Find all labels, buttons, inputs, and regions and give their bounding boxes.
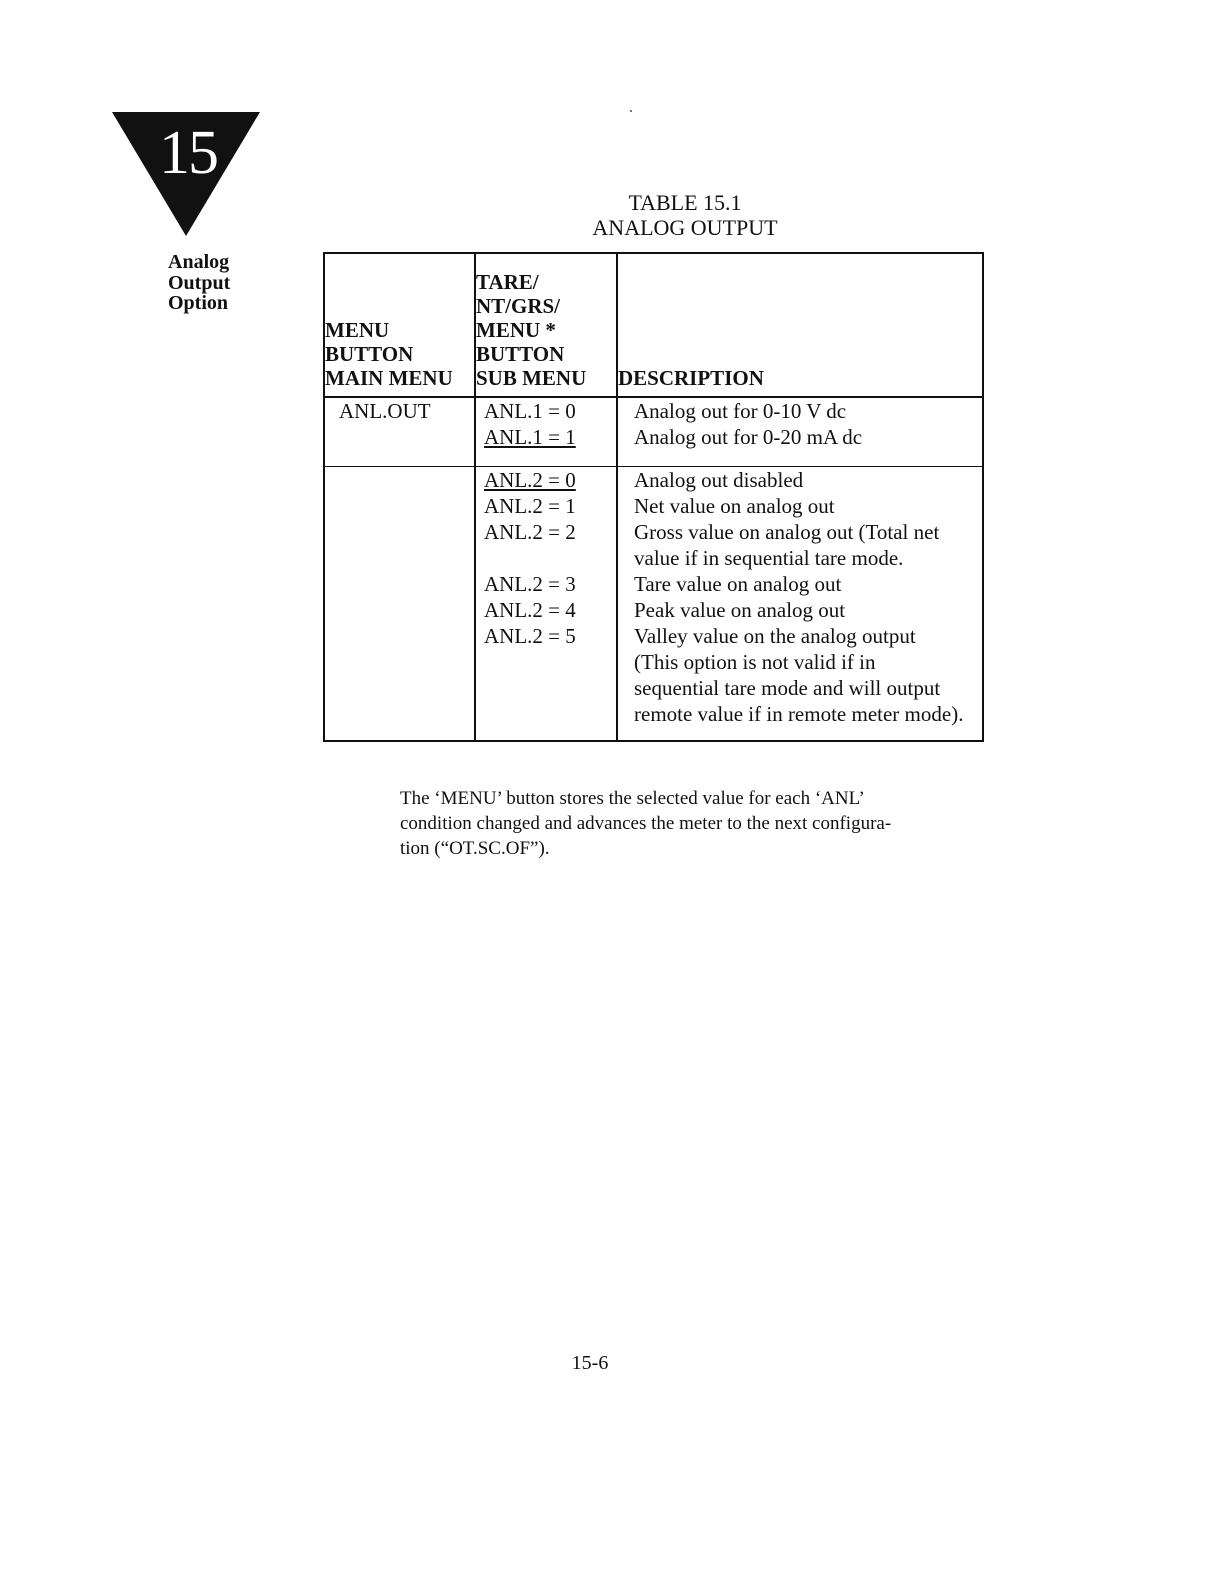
description-line: value if in sequential tare mode. bbox=[634, 546, 904, 570]
description-line: sequential tare mode and will output bbox=[634, 676, 941, 700]
sub-menu-option-default: ANL.2 = 0 bbox=[484, 468, 576, 492]
description-line: Analog out disabled bbox=[634, 468, 804, 492]
table-number: TABLE 15.1 bbox=[628, 190, 742, 215]
header-line: DESCRIPTION bbox=[618, 366, 764, 390]
table-title: ANALOG OUTPUT bbox=[592, 215, 778, 240]
note-line: condition changed and advances the meter to the next configura- bbox=[400, 813, 892, 834]
sub-menu-option: ANL.2 = 2 bbox=[484, 520, 576, 544]
description-line: Net value on analog out bbox=[634, 494, 835, 518]
scan-speck bbox=[630, 110, 632, 112]
analog-output-table bbox=[323, 252, 984, 742]
sub-menu-option: ANL.2 = 3 bbox=[484, 572, 576, 596]
main-menu-value bbox=[339, 467, 474, 493]
description-line: Peak value on analog out bbox=[634, 598, 846, 622]
table-row bbox=[324, 467, 983, 742]
sub-menu-option: ANL.1 = 0 bbox=[484, 399, 576, 423]
side-label-line: Output bbox=[168, 271, 231, 294]
sub-menu-option: ANL.2 = 5 bbox=[484, 624, 576, 648]
description-line: Analog out for 0-20 mA dc bbox=[634, 425, 863, 449]
main-menu-value: ANL.OUT bbox=[339, 399, 431, 423]
main-menu-cell bbox=[324, 467, 475, 742]
main-menu-cell bbox=[324, 397, 475, 467]
header-line: MAIN MENU bbox=[325, 366, 453, 390]
chapter-number: 15 bbox=[159, 119, 217, 187]
description-line: remote value if in remote meter mode). bbox=[634, 702, 964, 726]
sub-menu-cell bbox=[475, 397, 617, 467]
header-line: NT/GRS/ bbox=[476, 294, 561, 318]
description-cell bbox=[617, 397, 983, 467]
sub-menu-option: ANL.2 = 4 bbox=[484, 598, 576, 622]
section-side-label bbox=[168, 252, 258, 314]
table-row bbox=[324, 397, 983, 467]
note-line: tion (“OT.SC.OF”). bbox=[400, 838, 550, 859]
menu-note-paragraph bbox=[400, 786, 980, 861]
header-line: MENU * bbox=[476, 318, 556, 342]
description-cell bbox=[617, 467, 983, 742]
header-line: BUTTON bbox=[476, 342, 565, 366]
header-line: TARE/ bbox=[476, 270, 539, 294]
page-number: 15-6 bbox=[571, 1352, 609, 1374]
sub-menu-cell bbox=[475, 467, 617, 742]
header-description bbox=[617, 253, 983, 397]
side-label-line: Analog bbox=[168, 251, 230, 273]
chapter-badge bbox=[112, 112, 260, 236]
table-header-row bbox=[324, 253, 983, 397]
sub-menu-option: ANL.2 = 1 bbox=[484, 494, 576, 518]
description-line: (This option is not valid if in bbox=[634, 650, 876, 674]
description-line: Gross value on analog out (Total net bbox=[634, 520, 940, 544]
header-line: MENU bbox=[325, 318, 390, 342]
header-line: SUB MENU bbox=[476, 366, 587, 390]
header-line: BUTTON bbox=[325, 342, 414, 366]
note-line: The ‘MENU’ button stores the selected value for each ‘ANL’ bbox=[400, 788, 865, 809]
table-caption bbox=[560, 190, 810, 240]
header-main-menu bbox=[324, 253, 475, 397]
sub-menu-option-default: ANL.1 = 1 bbox=[484, 425, 576, 449]
description-line: Tare value on analog out bbox=[634, 572, 842, 596]
description-line: Analog out for 0-10 V dc bbox=[634, 399, 847, 423]
description-line: Valley value on the analog output bbox=[634, 624, 916, 648]
header-sub-menu bbox=[475, 253, 617, 397]
side-label-line: Option bbox=[168, 292, 229, 314]
